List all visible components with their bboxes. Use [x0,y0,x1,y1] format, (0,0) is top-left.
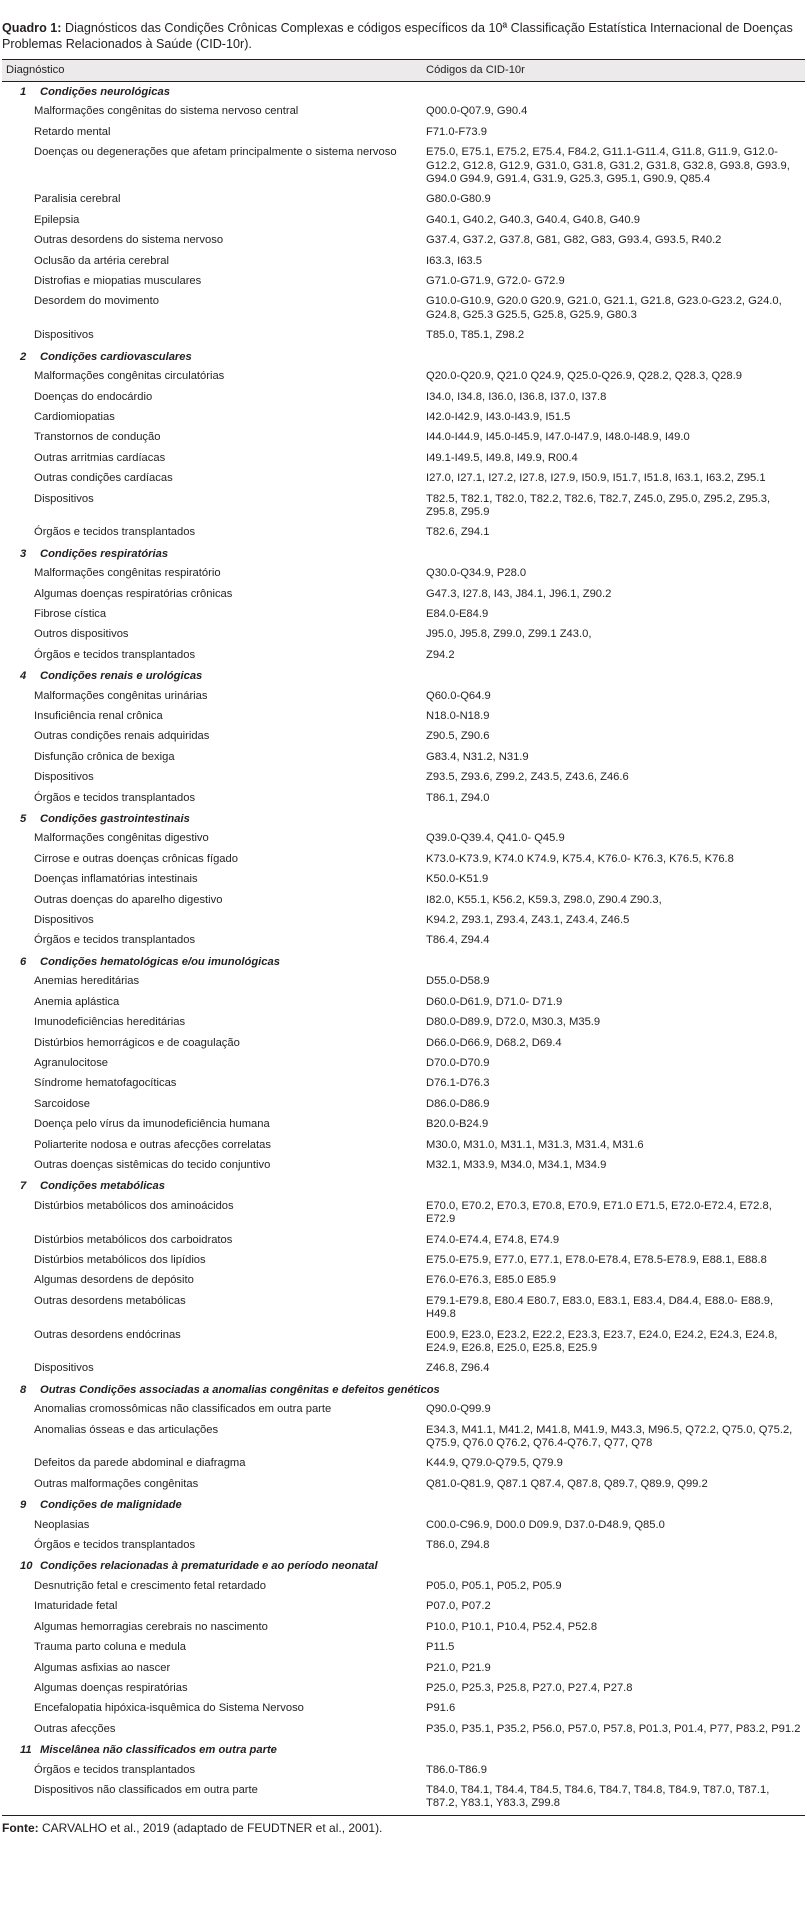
table-caption [2,20,805,52]
codes-cell: Z46.8, Z96.4 [426,1362,490,1375]
category-number: 7 [20,1180,27,1193]
table-row [2,1115,805,1135]
diagnosis-cell: Anemias hereditárias [2,972,422,992]
table-row [2,367,805,387]
diagnosis-cell: Órgãos e tecidos transplantados [34,1539,196,1552]
codes-cell: Q00.0-Q07.9, G90.4 [422,102,805,122]
diagnosis-cell: Algumas hemorragias cerebrais no nascimento [34,1620,268,1633]
codes-cell: P11.5 [422,1638,805,1658]
category-number: 8 [20,1383,27,1396]
source-label: Fonte: [2,1820,39,1835]
diagnosis-cell: Órgãos e tecidos transplantados [2,931,422,951]
codes-cell: Q39.0-Q39.4, Q41.0- Q45.9 [426,832,565,845]
codes-cell: E79.1-E79.8, E80.4 E80.7, E83.0, E83.1, E83.4, D84.4, E88.0- E88.9, H49.8 [426,1294,774,1321]
table-row [2,1271,805,1291]
table-row [2,1659,805,1679]
category-cell [2,666,805,686]
table-row [2,687,805,707]
codes-cell: P91.6 [426,1702,456,1715]
category-title: Condições relacionadas à prematuridade e ao período neonatal [40,1560,378,1573]
diagnosis-cell: Anomalias ósseas e das articulações [2,1421,422,1455]
codes-cell: J95.0, J95.8, Z99.0, Z99.1 Z43.0, [426,628,592,641]
category-row [2,1495,805,1515]
table-row [2,1095,805,1115]
diagnosis-cell: Sarcoidose [2,1095,422,1115]
diagnosis-cell: Dispositivos [34,914,94,927]
diagnosis-cell: Doenças inflamatórias intestinais [34,873,198,886]
table-row [2,1013,805,1033]
table-row [2,891,805,911]
table-row [2,972,805,992]
diagnosis-cell: Malformações congênitas urinárias [2,687,422,707]
diagnosis-cell: Órgãos e tecidos transplantados [34,791,196,804]
codes-cell: P35.0, P35.1, P35.2, P56.0, P57.0, P57.8, P01.3, P01.4, P77, P83.2, P91.2 [422,1720,805,1740]
diagnosis-cell: Outros dispositivos [34,628,129,641]
table-row [2,523,805,543]
codes-cell: D86.0-D86.9 [422,1095,805,1115]
diagnosis-cell: Outras desordens metabólicas [34,1294,186,1307]
codes-cell: N18.0-N18.9 [426,710,490,722]
codes-cell: Q90.0-Q99.9 [426,1403,491,1416]
table-row [2,1577,805,1597]
category-number: 5 [20,813,27,826]
category-number: 11 [20,1744,32,1757]
category-cell [2,82,805,103]
diagnosis-cell: Malformações congênitas do sistema nervoso central [2,102,422,122]
table-row [2,1699,805,1719]
diagnosis-cell: Distrofias e miopatias musculares [34,275,202,288]
codes-cell: D80.0-D89.9, D72.0, M30.3, M35.9 [422,1013,805,1033]
diagnosis-cell: Retardo mental [34,125,111,138]
table-row [2,1454,805,1474]
table-row [2,911,805,931]
codes-cell: T86.1, Z94.0 [426,791,490,804]
table-row [2,748,805,768]
category-row [2,952,805,972]
diagnosis-cell: Oclusão da artéria cerebral [2,252,422,272]
category-cell [2,1380,805,1400]
codes-cell: G40.1, G40.2, G40.3, G40.4, G40.8, G40.9 [422,211,805,231]
diagnosis-cell: Outras desordens do sistema nervoso [34,234,224,247]
codes-cell: G71.0-G71.9, G72.0- G72.9 [426,275,565,288]
codes-cell: K50.0-K51.9 [426,873,489,886]
table-row [2,469,805,489]
diagnosis-cell: Órgãos e tecidos transplantados [2,1761,422,1781]
table-row [2,190,805,210]
codes-cell: F71.0-F73.9 [426,125,487,138]
category-number: 2 [20,350,27,363]
diagnosis-cell: Defeitos da parede abdominal e diafragma [34,1457,246,1470]
codes-cell: I42.0-I42.9, I43.0-I43.9, I51.5 [426,410,571,423]
category-cell [2,1495,805,1515]
table-row [2,727,805,747]
diagnosis-cell: Algumas doenças respiratórias [2,1679,422,1699]
table-row [2,850,805,870]
diagnosis-cell: Doença pelo vírus da imunodeficiência humana [34,1118,270,1131]
codes-cell: P25.0, P25.3, P25.8, P27.0, P27.4, P27.8 [422,1679,805,1699]
codes-cell: K44.9, Q79.0-Q79.5, Q79.9 [426,1457,563,1470]
category-cell [2,544,805,564]
diagnosis-cell: Dispositivos [34,329,94,342]
diagnosis-cell: Poliarterite nodosa e outras afecções correlatas [2,1136,422,1156]
diagnosis-cell: Órgãos e tecidos transplantados [2,523,422,543]
table-row [2,1597,805,1617]
table-row [2,490,805,524]
diagnosis-cell: Malformações congênitas digestivo [34,832,209,845]
table-row [2,993,805,1013]
diagnosis-cell: Paralisia cerebral [34,193,121,206]
codes-cell: T86.0, Z94.8 [426,1539,490,1552]
table-row [2,1618,805,1638]
diagnosis-cell: Encefalopatia hipóxica-isquêmica do Sistema Nervoso [34,1702,304,1715]
category-title: Condições gastrointestinais [40,813,190,826]
category-cell [2,1556,805,1576]
table-row [2,1638,805,1658]
codes-cell: E74.0-E74.4, E74.8, E74.9 [422,1231,805,1251]
codes-cell: G47.3, I27.8, I43, J84.1, J96.1, Z90.2 [426,587,612,600]
diagnosis-cell: Distúrbios metabólicos dos lipídios [34,1253,206,1266]
table-body [2,82,805,1816]
codes-cell: I82.0, K55.1, K56.2, K59.3, Z98.0, Z90.4 Z90.3, [422,891,805,911]
category-cell [2,952,805,972]
category-number: 6 [20,955,27,968]
diagnosis-cell: Algumas doenças respiratórias crônicas [34,587,233,600]
diagnosis-cell: Transtornos de condução [2,428,422,448]
diagnosis-cell: Outras condições cardíacas [2,469,422,489]
table-row [2,931,805,951]
category-cell [2,1740,805,1760]
diagnosis-cell: Outras malformações congênitas [2,1475,422,1495]
codes-cell: C00.0-C96.9, D00.0 D09.9, D37.0-D48.9, Q85.0 [422,1516,805,1536]
category-title: Condições neurológicas [40,86,170,98]
codes-cell: T82.6, Z94.1 [422,523,805,543]
table-row [2,768,805,788]
diagnosis-cell: Cirrose e outras doenças crônicas fígado [2,850,422,870]
table-row [2,564,805,584]
category-cell [2,809,805,829]
table-row [2,1359,805,1379]
table-row [2,428,805,448]
codes-cell: E75.0-E75.9, E77.0, E77.1, E78.0-E78.4, E78.5-E78.9, E88.1, E88.8 [426,1253,767,1266]
diagnosis-cell: Outras condições renais adquiridas [2,727,422,747]
table-row [2,1326,805,1360]
caption-text: Diagnósticos das Condições Crônicas Complexas e códigos específicos da 10ª Classificação Estatística Internacional de Doenças Problemas Relacionados à Saúde (CID-10r). [2,21,793,51]
category-row [2,1740,805,1760]
codes-cell: P21.0, P21.9 [426,1661,491,1674]
category-number: 4 [20,670,27,683]
diagnosis-cell: Doenças do endocárdio [2,388,422,408]
codes-cell: E70.0, E70.2, E70.3, E70.8, E70.9, E71.0 E71.5, E72.0-E72.4, E72.8, E72.9 [426,1199,772,1226]
category-title: Condições respiratórias [40,547,169,560]
diagnosis-cell: Desordem do movimento [2,292,422,326]
diagnosis-cell: Anomalias cromossômicas não classificados em outra parte [34,1403,332,1416]
category-number: 3 [20,547,27,560]
codes-cell: T84.0, T84.1, T84.4, T84.5, T84.6, T84.7, T84.8, T84.9, T87.0, T87.1, T87.2, Y83.1, Y83.3, Z99.8 [422,1781,805,1815]
codes-cell: Q20.0-Q20.9, Q21.0 Q24.9, Q25.0-Q26.9, Q28.2, Q28.3, Q28.9 [426,370,742,383]
table-row [2,1136,805,1156]
category-number: 9 [20,1499,27,1512]
table-row [2,326,805,346]
table-row [2,1400,805,1420]
codes-cell: Z94.2 [422,646,805,666]
diagnosis-cell: Distúrbios metabólicos dos aminoácidos [34,1199,234,1212]
category-title: Miscelânea não classificados em outra parte [40,1744,277,1757]
table-row [2,211,805,231]
codes-cell: K94.2, Z93.1, Z93.4, Z43.1, Z43.4, Z46.5 [426,914,630,927]
diagnosis-cell: Outras arritmias cardíacas [34,451,166,464]
category-title: Condições metabólicas [40,1180,165,1193]
codes-cell: P05.0, P05.1, P05.2, P05.9 [426,1579,562,1592]
table-row [2,1516,805,1536]
table-row [2,1720,805,1740]
table-row [2,625,805,645]
table-header-row [2,60,805,82]
codes-cell: D55.0-D58.9 [422,972,805,992]
category-title: Condições cardiovasculares [40,350,192,363]
codes-cell: Z90.5, Z90.6 [422,727,805,747]
codes-cell: Z93.5, Z93.6, Z99.2, Z43.5, Z43.6, Z46.6 [422,768,805,788]
diagnosis-cell: Malformações congênitas respiratório [2,564,422,584]
diagnosis-cell: Desnutrição fetal e crescimento fetal retardado [34,1579,266,1592]
diagnosis-cell: Dispositivos [34,1362,94,1375]
diagnosis-cell: Outras desordens endócrinas [2,1326,422,1360]
table-row [2,292,805,326]
codes-cell: E00.9, E23.0, E23.2, E22.2, E23.3, E23.7, E24.0, E24.2, E24.3, E24.8, E24.9, E26.8, E25.0, E25.8, E25.9 [422,1326,805,1360]
diagnosis-cell: Insuficiência renal crônica [34,710,163,722]
diagnosis-cell: Algumas desordens de depósito [2,1271,422,1291]
diagnosis-cell: Malformações congênitas circulatórias [34,370,225,383]
diagnosis-cell: Neoplasias [2,1516,422,1536]
table-row [2,1231,805,1251]
diagnosis-cell: Síndrome hematofagocíticas [34,1077,177,1090]
table-row [2,252,805,272]
table-row [2,1074,805,1094]
codes-cell: G80.0-G80.9 [426,193,491,206]
category-title: Condições renais e urológicas [40,670,203,683]
table-row [2,231,805,251]
diagnosis-cell: Dispositivos [2,768,422,788]
table-row [2,1156,805,1176]
diagnosis-cell: Anemia aplástica [34,995,120,1008]
category-row [2,1380,805,1400]
codes-cell: D66.0-D66.9, D68.2, D69.4 [426,1036,562,1049]
diagnosis-cell: Disfunção crônica de bexiga [34,750,175,763]
codes-cell: Q81.0-Q81.9, Q87.1 Q87.4, Q87.8, Q89.7, Q89.9, Q99.2 [422,1475,805,1495]
table-row [2,870,805,890]
table-row [2,1197,805,1231]
diagnosis-cell: Distúrbios metabólicos dos carboidratos [2,1231,422,1251]
table-row [2,1761,805,1781]
diagnosis-cell: Algumas asfixias ao nascer [34,1661,171,1674]
diagnosis-cell: Distúrbios hemorrágicos e de coagulação [34,1036,240,1049]
header-diagnosis: Diagnóstico [2,60,422,82]
codes-cell: G10.0-G10.9, G20.0 G20.9, G21.0, G21.1, G21.8, G23.0-G23.2, G24.0, G24.8, G25.3 G25.5, G25.8, G25.9, G80.3 [422,292,805,326]
category-cell [2,347,805,367]
codes-cell: P10.0, P10.1, P10.4, P52.4, P52.8 [426,1620,598,1633]
category-title: Outras Condições associadas a anomalias congênitas e defeitos genéticos [40,1383,440,1396]
source-text: CARVALHO et al., 2019 (adaptado de FEUDTNER et al., 2001). [42,1820,383,1835]
diagnosis-cell: Dispositivos [34,492,94,505]
table-row [2,646,805,666]
codes-cell: Q60.0-Q64.9 [422,687,805,707]
table-row [2,585,805,605]
codes-cell: D60.0-D61.9, D71.0- D71.9 [426,995,563,1008]
table-row [2,1475,805,1495]
table-row [2,388,805,408]
diagnosis-cell: Cardiomiopatias [34,410,115,423]
category-cell [2,1176,805,1196]
diagnosis-cell: Outras doenças do aparelho digestivo [2,891,422,911]
codes-cell: I44.0-I44.9, I45.0-I45.9, I47.0-I47.9, I48.0-I48.9, I49.0 [422,428,805,448]
codes-cell: K73.0-K73.9, K74.0 K74.9, K75.4, K76.0- K76.3, K76.5, K76.8 [422,850,805,870]
codes-cell: G83.4, N31.2, N31.9 [426,750,529,763]
codes-cell: B20.0-B24.9 [426,1118,489,1131]
table-row [2,1536,805,1556]
category-number: 1 [20,86,27,98]
table-row [2,1251,805,1271]
diagnosis-cell: Agranulocitose [2,1054,422,1074]
diagnosis-cell: Dispositivos não classificados em outra parte [2,1781,422,1815]
table-row [2,143,805,190]
table-row [2,449,805,469]
diagnosis-cell: Imaturidade fetal [2,1597,422,1617]
codes-cell: I49.1-I49.5, I49.8, I49.9, R00.4 [426,451,578,464]
table-row [2,1679,805,1699]
codes-cell: M30.0, M31.0, M31.1, M31.3, M31.4, M31.6 [422,1136,805,1156]
codes-cell: I27.0, I27.1, I27.2, I27.8, I27.9, I50.9, I51.7, I51.8, I63.1, I63.2, Z95.1 [422,469,805,489]
category-row [2,1556,805,1576]
diagnosis-cell: Outras afecções [2,1720,422,1740]
codes-cell: E75.0, E75.1, E75.2, E75.4, F84.2, G11.1-G11.4, G11.8, G11.9, G12.0-G12.2, G12.8, G12.9, G31.0, G31.8, G31.2, G31.8, G32.8, G93.8, G93.9, G94.0 G94.9, G91.4, G31.9, G25.3, G95.1, G90.9, Q85.4 [422,143,805,190]
table-row [2,789,805,809]
diagnosis-cell: Órgãos e tecidos transplantados [2,646,422,666]
category-title: Condições de malignidade [40,1499,182,1512]
diagnosis-cell: Epilepsia [2,211,422,231]
table-row [2,1421,805,1455]
icd-codes-table [2,59,805,1816]
codes-cell: I34.0, I34.8, I36.0, I36.8, I37.0, I37.8 [422,388,805,408]
source-note [2,1821,805,1835]
category-row [2,347,805,367]
codes-cell: E76.0-E76.3, E85.0 E85.9 [422,1271,805,1291]
diagnosis-cell: Doenças ou degenerações que afetam principalmente o sistema nervoso [2,143,422,190]
diagnosis-cell: Trauma parto coluna e medula [2,1638,422,1658]
category-row [2,809,805,829]
diagnosis-cell: Imunodeficiências hereditárias [2,1013,422,1033]
category-row [2,1176,805,1196]
diagnosis-cell: Fibrose cística [2,605,422,625]
codes-cell: P07.0, P07.2 [422,1597,805,1617]
table-row [2,707,805,727]
codes-cell: T85.0, T85.1, Z98.2 [426,329,525,342]
codes-cell: E34.3, M41.1, M41.2, M41.8, M41.9, M43.3, M96.5, Q72.2, Q75.0, Q75.2, Q75.9, Q76.0 Q76.2, Q76.4-Q76.7, Q77, Q78 [422,1421,805,1455]
codes-cell: T86.4, Z94.4 [422,931,805,951]
codes-cell: I63.3, I63.5 [422,252,805,272]
codes-cell: M32.1, M33.9, M34.0, M34.1, M34.9 [426,1158,607,1171]
category-title: Condições hematológicas e/ou imunológicas [40,955,280,968]
category-row [2,544,805,564]
category-row [2,666,805,686]
codes-cell: G37.4, G37.2, G37.8, G81, G82, G83, G93.4, G93.5, R40.2 [426,234,722,247]
codes-cell: E84.0-E84.9 [422,605,805,625]
table-row [2,605,805,625]
diagnosis-cell: Outras doenças sistêmicas do tecido conjuntivo [34,1158,271,1171]
category-row [2,82,805,103]
table-row [2,123,805,143]
table-row [2,1781,805,1815]
table-row [2,1054,805,1074]
codes-cell: T86.0-T86.9 [422,1761,805,1781]
category-number: 10 [20,1560,33,1573]
table-row [2,272,805,292]
codes-cell: Q30.0-Q34.9, P28.0 [422,564,805,584]
table-row [2,1292,805,1326]
table-row [2,408,805,428]
codes-cell: D70.0-D70.9 [422,1054,805,1074]
table-row [2,102,805,122]
header-codes: Códigos da CID-10r [422,60,805,82]
caption-label: Quadro 1: [2,21,62,35]
codes-cell: T82.5, T82.1, T82.0, T82.2, T82.6, T82.7, Z45.0, Z95.0, Z95.2, Z95.3, Z95.8, Z95.9 [426,492,771,518]
table-row [2,829,805,849]
table-row [2,1034,805,1054]
codes-cell: D76.1-D76.3 [426,1077,490,1090]
